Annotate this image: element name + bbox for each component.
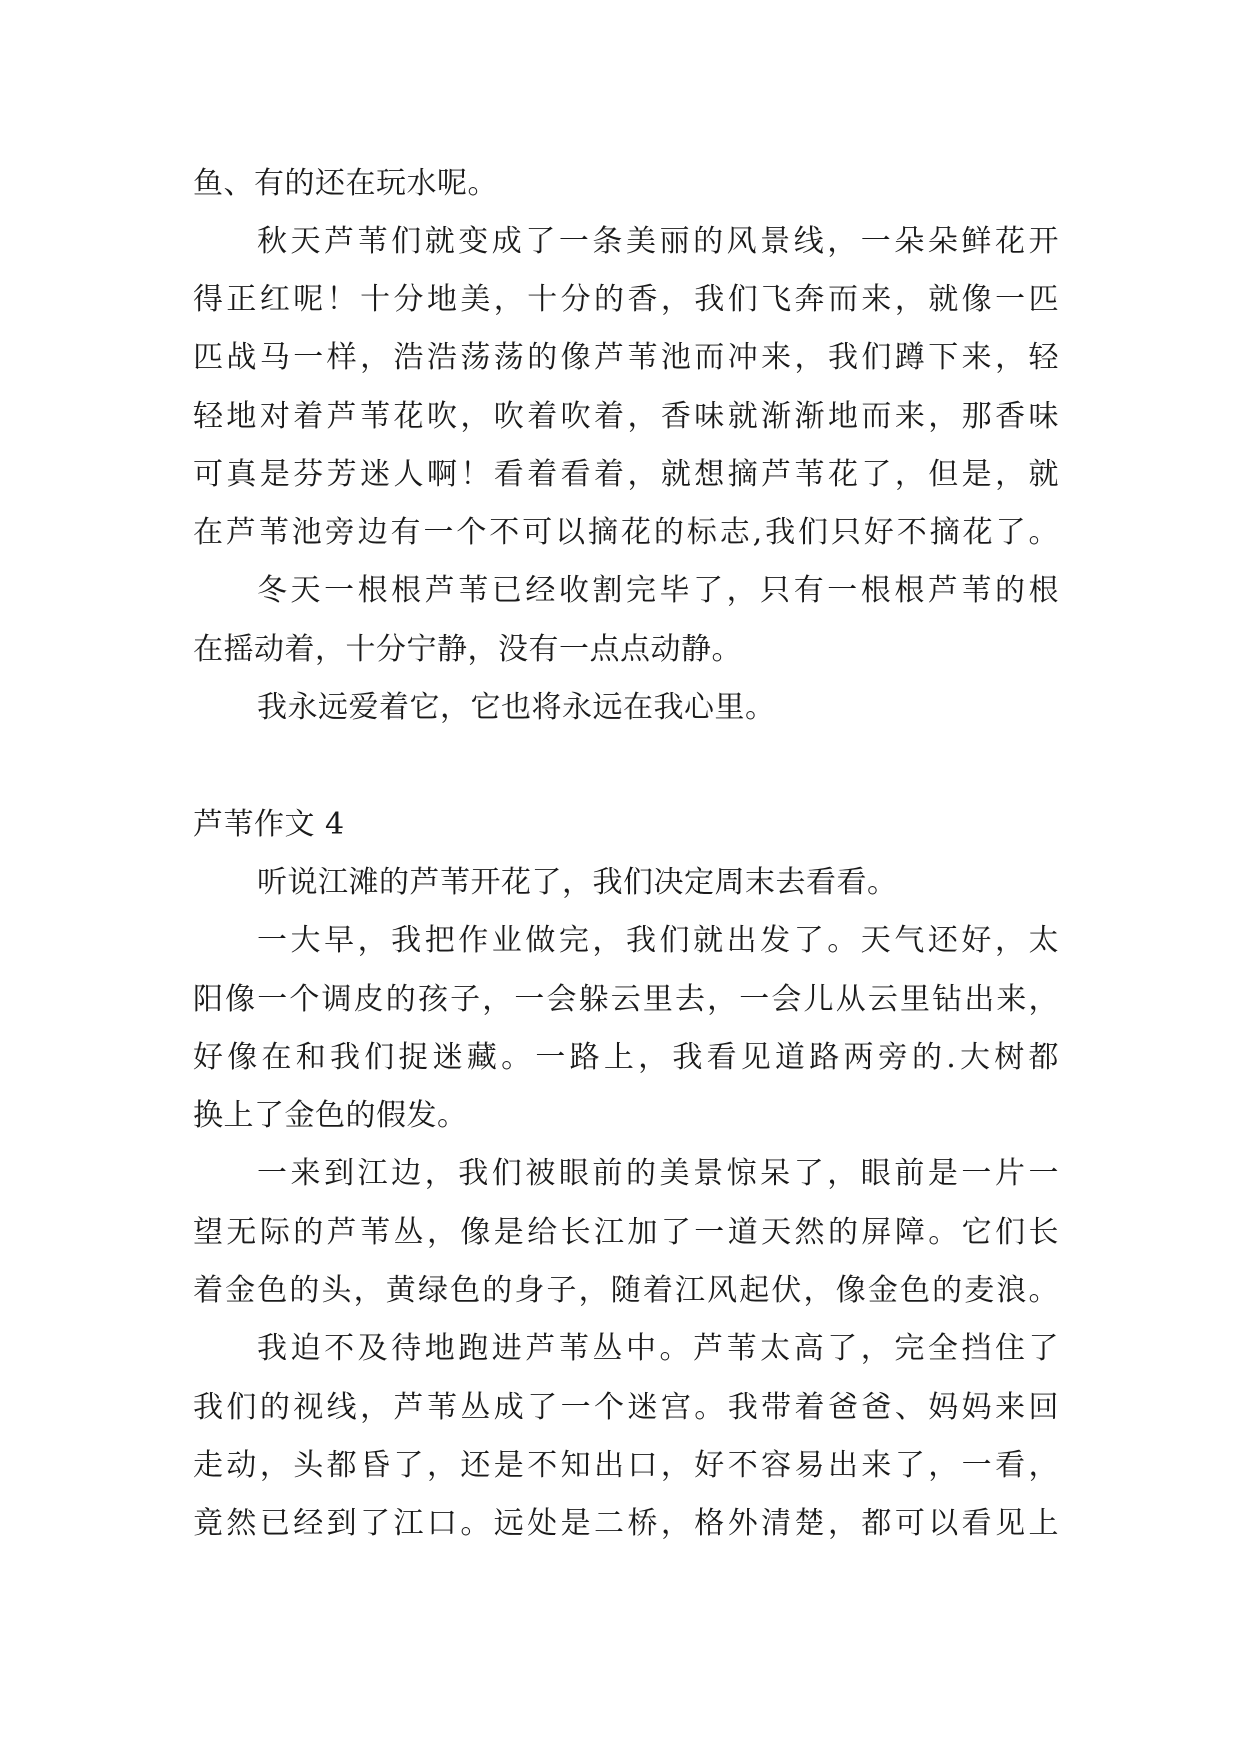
paragraph-morning-line-2: 阳像一个调皮的孩子，一会躲云里去，一会儿从云里钻出来， <box>193 982 1059 1017</box>
paragraph-autumn-line-1: 秋天芦苇们就变成了一条美丽的风景线，一朵朵鲜花开 <box>257 224 1059 259</box>
text-line-1: 鱼、有的还在玩水呢。 <box>193 166 498 201</box>
paragraph-winter-line-2: 在摇动着，十分宁静，没有一点点动静。 <box>193 632 742 667</box>
paragraph-maze-line-3: 走动，头都昏了，还是不知出口，好不容易出来了，一看， <box>193 1448 1059 1483</box>
paragraph-intro-line: 听说江滩的芦苇开花了，我们决定周末去看看。 <box>257 865 898 900</box>
paragraph-closing-line: 我永远爱着它，它也将永远在我心里。 <box>257 690 776 725</box>
paragraph-morning-line-1: 一大早，我把作业做完，我们就出发了。天气还好，太 <box>257 923 1059 958</box>
paragraph-winter-line-1: 冬天一根根芦苇已经收割完毕了，只有一根根芦苇的根 <box>257 573 1059 608</box>
paragraph-autumn-line-2: 得正红呢！十分地美，十分的香，我们飞奔而来，就像一匹 <box>193 282 1059 317</box>
paragraph-river-line-3: 着金色的头，黄绿色的身子，随着江风起伏，像金色的麦浪。 <box>193 1273 1059 1308</box>
paragraph-maze-line-1: 我迫不及待地跑进芦苇丛中。芦苇太高了，完全挡住了 <box>257 1331 1059 1366</box>
paragraph-morning-line-3: 好像在和我们捉迷藏。一路上，我看见道路两旁的.大树都 <box>193 1040 1059 1075</box>
paragraph-autumn-line-5: 可真是芬芳迷人啊！看着看着，就想摘芦苇花了，但是，就 <box>193 457 1059 492</box>
paragraph-autumn-line-4: 轻地对着芦苇花吹，吹着吹着，香味就渐渐地而来，那香味 <box>193 399 1059 434</box>
paragraph-autumn-line-6: 在芦苇池旁边有一个不可以摘花的标志,我们只好不摘花了。 <box>193 515 1059 550</box>
section-heading: 芦苇作文 4 <box>193 807 345 842</box>
paragraph-maze-line-4: 竟然已经到了江口。远处是二桥，格外清楚，都可以看见上 <box>193 1506 1059 1541</box>
paragraph-river-line-2: 望无际的芦苇丛，像是给长江加了一道天然的屏障。它们长 <box>193 1215 1059 1250</box>
paragraph-autumn-line-3: 匹战马一样，浩浩荡荡的像芦苇池而冲来，我们蹲下来，轻 <box>193 340 1059 375</box>
paragraph-morning-line-4: 换上了金色的假发。 <box>193 1098 468 1133</box>
paragraph-maze-line-2: 我们的视线，芦苇丛成了一个迷宫。我带着爸爸、妈妈来回 <box>193 1390 1059 1425</box>
paragraph-river-line-1: 一来到江边，我们被眼前的美景惊呆了，眼前是一片一 <box>257 1156 1059 1191</box>
